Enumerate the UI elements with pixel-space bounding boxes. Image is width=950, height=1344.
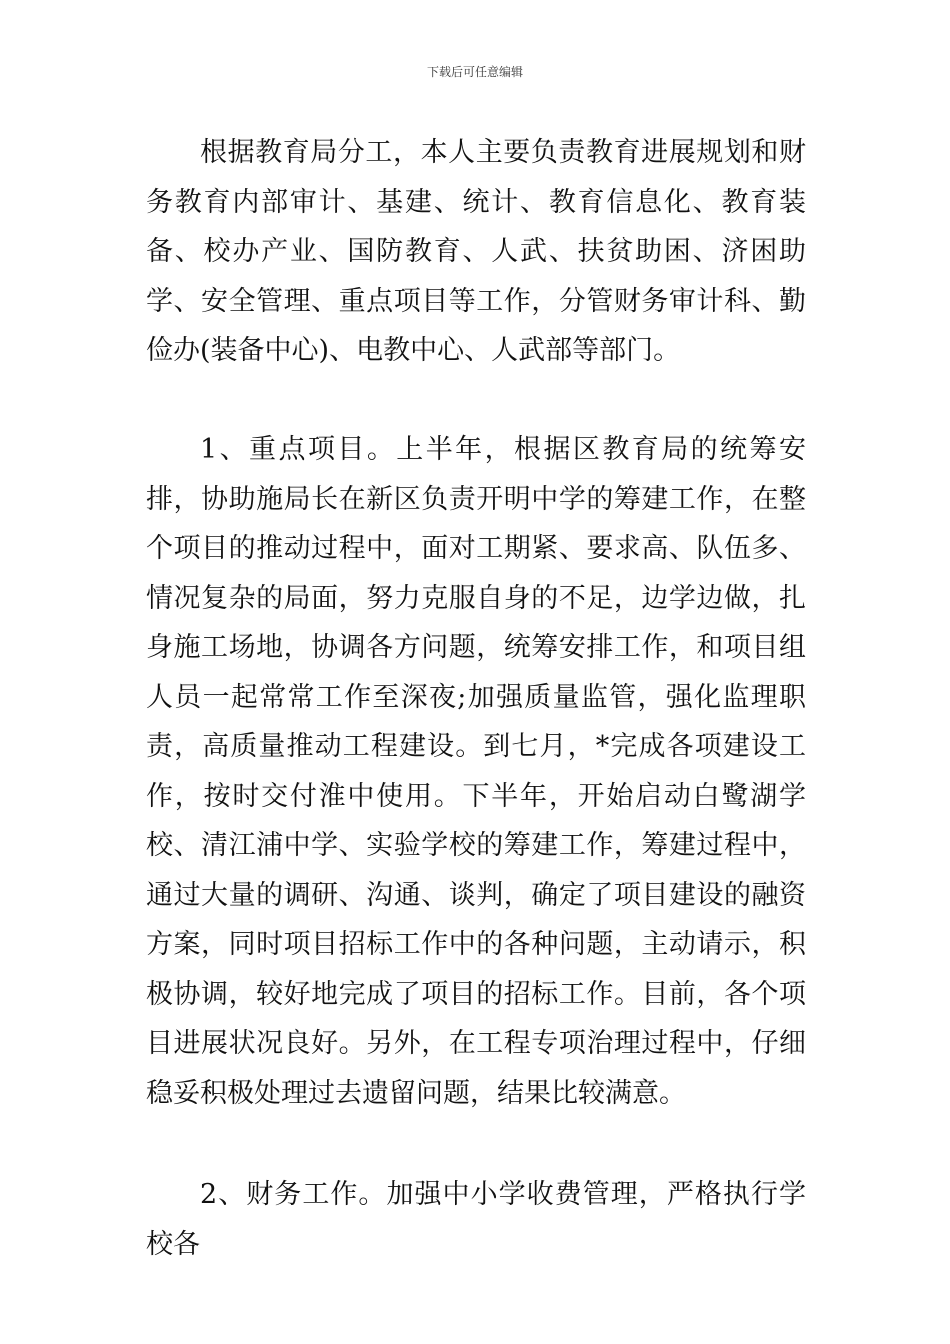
paragraph-key-projects: 1、重点项目。上半年，根据区教育局的统筹安排，协助施局长在新区负责开明中学的筹建工作，在整个项目的推动过程中，面对工期紧、要求高、队伍多、情况复杂的局面，努力克服自身的不足，边学边做，扎身施工场地，协调各方问题，统筹安排工作，和项目组人员一起常常工作至深夜;加强质量监管，强化监理职责，高质量推动工程建设。到七月，*完成各项建设工作，按时交付淮中使用。下半年，开始启动白鹭湖学校、清江浦中学、实验学校的筹建工作，筹建过程中，通过大量的调研、沟通、谈判，确定了项目建设的融资方案，同时项目招标工作中的各种问题，主动请示，积极协调，较好地完成了项目的招标工作。目前，各个项目进展状况良好。另外，在工程专项治理过程中，仔细稳妥积极处理过去遗留问题，结果比较满意。 — [146, 434, 806, 1109]
paragraph-responsibilities: 根据教育局分工，本人主要负责教育进展规划和财务教育内部审计、基建、统计、教育信息化、教育装备、校办产业、国防教育、人武、扶贫助困、济困助学、安全管理、重点项目等工作，分管财务审计科、勤俭办(装备中心)、电教中心、人武部等部门。 — [146, 137, 806, 366]
paragraph-finance-work: 2、财务工作。加强中小学收费管理，严格执行学校各 — [146, 1179, 806, 1260]
page-header: 下载后可任意编辑 — [426, 65, 523, 79]
